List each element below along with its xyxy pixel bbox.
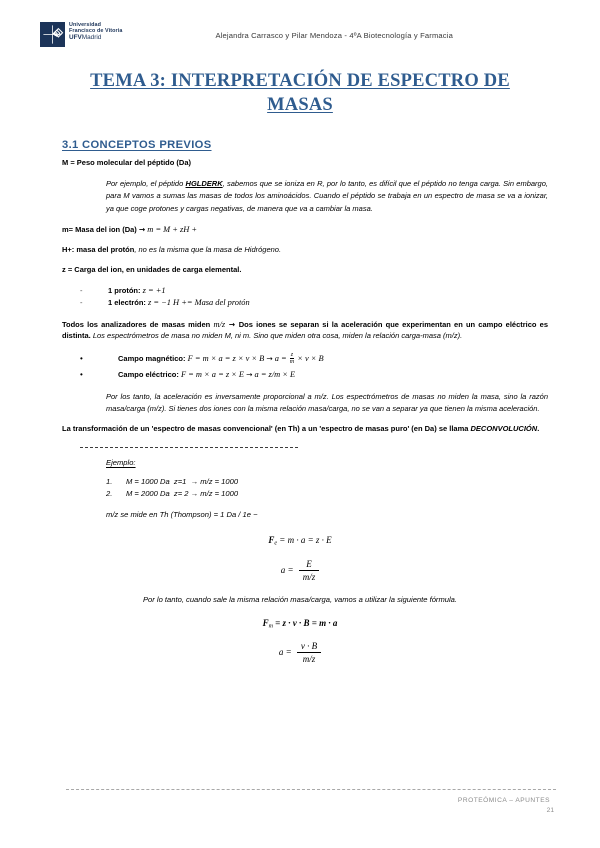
definition-carga-del-ion: z = Carga del ion, en unidades de carga elemental. xyxy=(62,264,242,274)
list-item xyxy=(106,476,556,488)
paragraph-analizadores: Todos los analizadores de masas miden m/z → Dos iones se separan si la aceleración que experimentan en un campo eléctrico es distinta. Los espectrómetros de masa no miden M, ni m. Sino que miden otra cosa, miden la relación carga-masa (m/z). xyxy=(62,319,549,340)
ejemplo-label: Ejemplo: xyxy=(106,457,136,467)
list-item xyxy=(106,488,556,500)
page-number: 21 xyxy=(546,807,554,814)
paragraph-proporcional: Por los tanto, la aceleración es inversamente proporcional a m/z. Los espectrómetros de masas no miden la masa, sino la razón masa/carga (m/z). Si tienes dos iones con la misma relación masa/carga, no se van a separar ya que tienen la misma aceleración. xyxy=(106,391,548,413)
paragraph-misma-relacion: Por lo tanto, cuando sale la misma relación masa/carga, vamos a utilizar la siguiente fórmula. xyxy=(142,594,458,604)
document-header xyxy=(44,22,556,58)
university-logo xyxy=(40,22,122,47)
header-authors-line: Alejandra Carrasco y Pilar Mendoza - 4ºA Biotecnología y Farmacia xyxy=(215,31,453,40)
footer-divider xyxy=(66,789,556,790)
bullet-marker: • xyxy=(80,370,83,380)
logo-line-2: Francisco de Vitoria xyxy=(69,27,123,34)
electric-force-equation: $F_e = m \cdot a = z \cdot E$ xyxy=(268,535,332,547)
item-number: 2. xyxy=(106,489,113,499)
dash-marker: - xyxy=(80,285,83,295)
list-item: • Campo magnético: F = m × a = z × v × B → a = $\frac{z}{m}$ × v × B xyxy=(80,352,324,366)
paragraph-ejemplo-peptido: Por ejemplo, el péptido HGLDERK, sabemos que se ioniza en R, por lo tanto, es difícil que el péptido no tenga carga. Sin embargo, para M vamos a sumas las masas de todos los aminoácidos. Cuando el péptido se trabaja en un espectro de masa se va a ionizar, ya que coge protones y cargas negativas, de manera que va a cambiar la masa. xyxy=(106,179,548,213)
magnetic-acceleration-equation: a = $\frac{v \cdot B}{m/z}$ xyxy=(44,641,556,665)
definition-peso-molecular: M = Peso molecular del péptido (Da) xyxy=(62,158,191,168)
fraction-z-over-m: $\frac{z}{m}$ xyxy=(289,352,295,366)
paragraph-deconvolucion: La transformación de un 'espectro de masas convencional' (en Th) a un 'espectro de masas puro' (en Da) se llama DECONVOLUCIÓN. xyxy=(62,423,540,433)
field-formula-list xyxy=(80,351,556,384)
logo-line-3: UFVMadrid xyxy=(69,33,102,41)
document-footer xyxy=(44,789,556,814)
list-item: • Campo eléctrico: F = m × a = z × E → a = z/m × E xyxy=(80,370,296,380)
ufv-diamond-lattice-logo-icon xyxy=(40,22,65,47)
item-text: M = 2000 Da z= 2 → m/z = 1000 xyxy=(126,489,239,499)
list-item: - 1 electrón: z = −1 H += Masa del protón xyxy=(80,298,250,308)
footer-label: PROTEÓMICA – APUNTES xyxy=(457,797,550,805)
item-text: M = 1000 Da z=1 → m/z = 1000 xyxy=(126,476,239,486)
list-item: - 1 protón: z = +1 xyxy=(80,285,166,295)
electric-acceleration-equation: a = $\frac{E}{m/z}$ xyxy=(44,559,556,583)
term-deconvolucion: DECONVOLUCIÓN xyxy=(470,423,538,433)
logo-line-1: Universidad xyxy=(69,22,101,28)
ejemplo-list xyxy=(106,476,556,501)
definition-h-plus: H+: masa del protón, no es la misma que la masa de Hidrógeno. xyxy=(62,244,282,254)
page-title: TEMA 3: INTERPRETACIÓN DE ESPECTRO DE MASAS xyxy=(90,71,510,115)
charge-list xyxy=(80,285,556,310)
thompson-unit-line: m/z se mide en Th (Thompson) = 1 Da / 1e − xyxy=(106,510,258,520)
section-heading-3-1: 3.1 CONCEPTOS PREVIOS xyxy=(62,139,212,152)
fraction-E-over-m-z: $\frac{E}{m/z}$ xyxy=(299,559,320,583)
bullet-marker: • xyxy=(80,353,83,363)
peptide-sequence: HGLDERK xyxy=(185,179,223,189)
university-logo-wordmark xyxy=(69,22,122,42)
section-separator xyxy=(80,447,298,448)
item-number: 1. xyxy=(106,476,113,486)
dash-marker: - xyxy=(80,298,83,308)
fraction-vB-over-m-z: $\frac{v \cdot B}{m/z}$ xyxy=(297,641,321,665)
magnetic-force-equation: $F_m = z \cdot v \cdot B = m \cdot a$ xyxy=(262,617,338,630)
definition-masa-del-ion: m= Masa del ion (Da) → m = M + zH + xyxy=(62,224,198,234)
